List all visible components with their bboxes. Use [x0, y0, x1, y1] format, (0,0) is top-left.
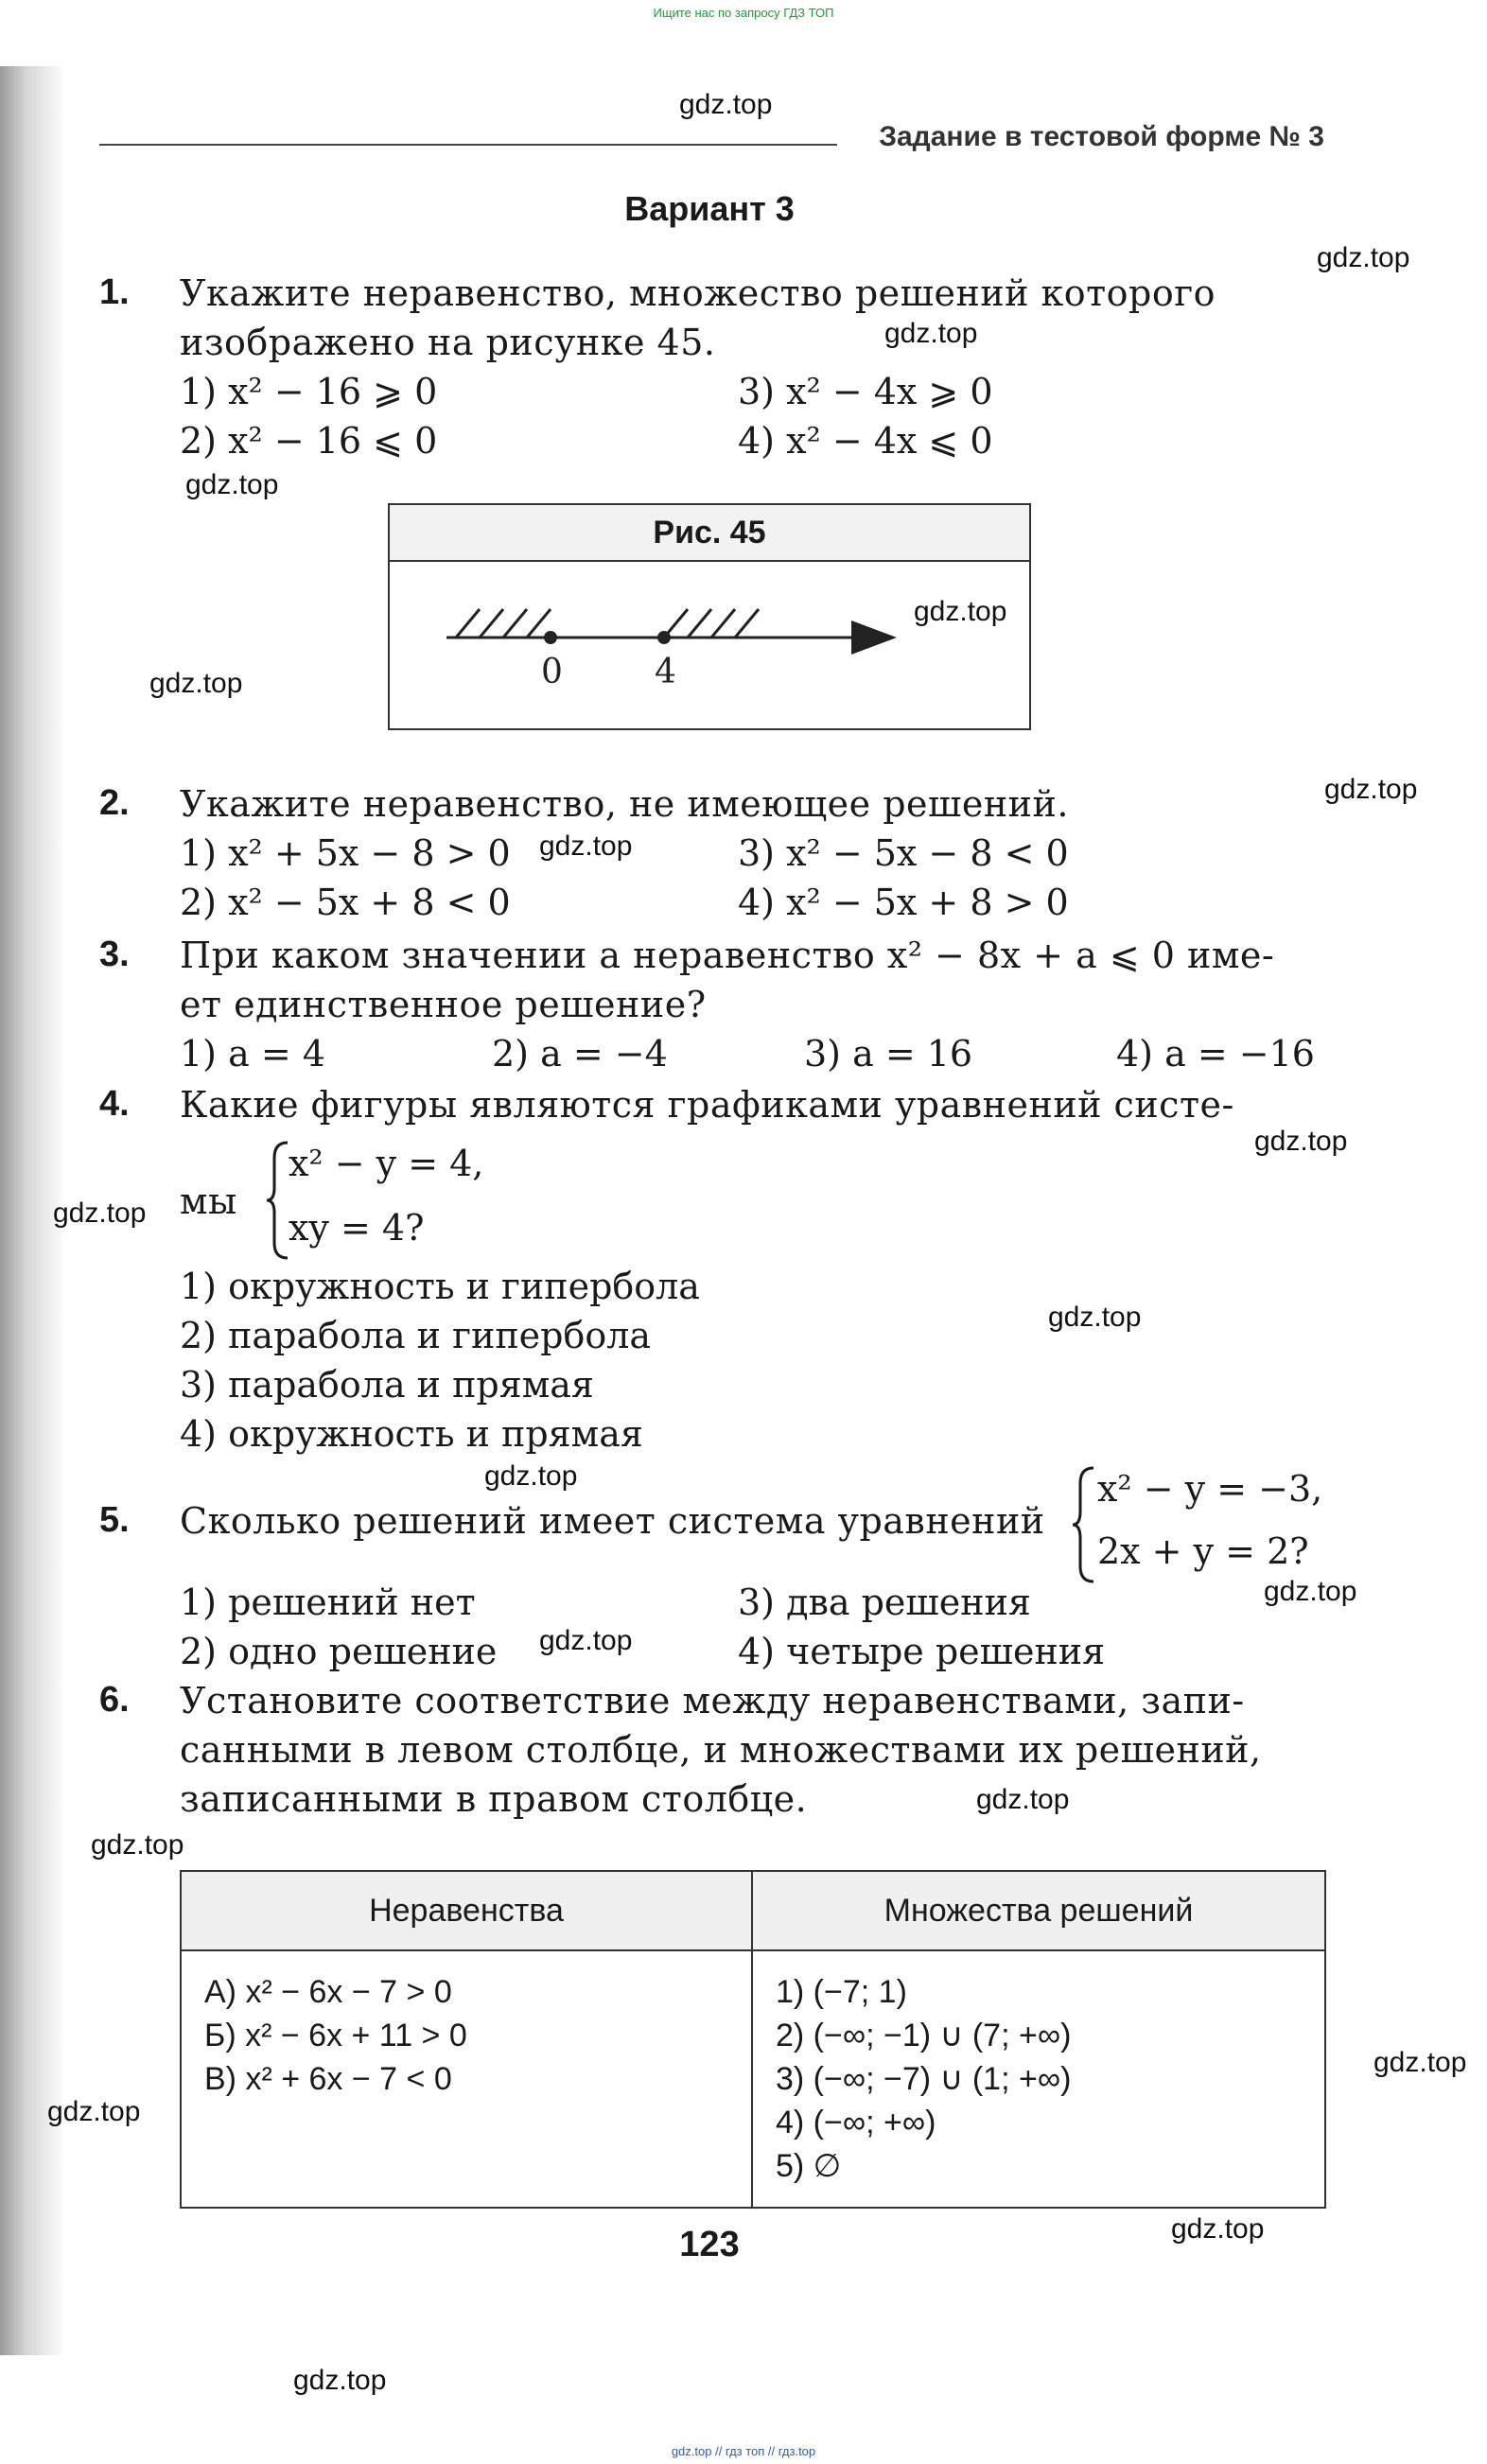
watermark: gdz.top	[1373, 2047, 1467, 2078]
q6-text-line1: Установите соответствие между неравенствами, запи-	[180, 1680, 1245, 1721]
q1-text-line2: изображено на рисунке 45.	[180, 322, 716, 363]
q3-text-line1: При каком значении a неравенство x² − 8x + a ⩽ 0 име-	[180, 935, 1275, 976]
watermark: gdz.top	[539, 1625, 633, 1656]
figure-title: Рис. 45	[390, 505, 1029, 562]
q3-option-1: 1) a = 4	[180, 1033, 325, 1075]
q3-option-2: 2) a = −4	[492, 1033, 668, 1075]
q2-option-4: 4) x² − 5x + 8 > 0	[738, 882, 1069, 923]
q6-text-line2: санными в левом столбце, и множествами их решений,	[180, 1729, 1262, 1771]
q5-text: Сколько решений имеет система уравнений	[180, 1500, 1045, 1542]
q1-option-3: 3) x² − 4x ⩾ 0	[738, 371, 993, 412]
q4-text-prefix: мы	[180, 1180, 237, 1222]
point-0	[544, 631, 557, 644]
hatch-left	[456, 609, 551, 638]
q5-system-eq2: 2x + y = 2?	[1097, 1530, 1309, 1572]
q1-option-4: 4) x² − 4x ⩽ 0	[738, 420, 993, 462]
q4-option-4: 4) окружность и прямая	[180, 1413, 643, 1455]
watermark: gdz.top	[914, 596, 1007, 627]
q5-system-eq1: x² − y = −3,	[1097, 1468, 1323, 1510]
watermark: gdz.top	[149, 668, 243, 699]
q1-option-1: 1) x² − 16 ⩾ 0	[180, 371, 438, 412]
q4-option-3: 3) парабола и прямая	[180, 1364, 594, 1406]
top-banner: Ищите нас по запросу ГДЗ ТОП	[653, 6, 834, 20]
solution-set-4: 4) (−∞; +∞)	[776, 2105, 936, 2141]
watermark: gdz.top	[53, 1197, 147, 1229]
watermark: gdz.top	[976, 1784, 1070, 1815]
number-line	[390, 560, 1029, 728]
q4-system-eq2: xy = 4?	[289, 1207, 425, 1249]
solution-set-2: 2) (−∞; −1) ∪ (7; +∞)	[776, 2018, 1072, 2053]
q5-system-brace	[1071, 1464, 1097, 1585]
q4-option-2: 2) парабола и гипербола	[180, 1315, 652, 1356]
table-header-right: Множества решений	[752, 1871, 1325, 1950]
q4-text-line1: Какие фигуры являются графиками уравнений систе-	[180, 1084, 1234, 1126]
q3-text-line2: ет единственное решение?	[180, 984, 707, 1025]
watermark: gdz.top	[47, 2096, 141, 2127]
watermark: gdz.top	[884, 318, 978, 349]
watermark: gdz.top	[1048, 1302, 1142, 1333]
watermark: gdz.top	[1171, 2213, 1265, 2245]
point-4	[657, 631, 671, 644]
variant-title: Вариант 3	[624, 189, 795, 228]
bottom-banner: gdz.top // гдз топ // гдз.top	[671, 2444, 816, 2458]
q5-option-1: 1) решений нет	[180, 1582, 476, 1623]
solution-set-3: 3) (−∞; −7) ∪ (1; +∞)	[776, 2061, 1072, 2097]
q1-number: 1.	[99, 272, 130, 312]
q2-option-3: 3) x² − 5x − 8 < 0	[738, 832, 1069, 874]
hatch-right	[664, 609, 759, 638]
watermark: gdz.top	[91, 1829, 184, 1861]
q4-number: 4.	[99, 1084, 130, 1124]
watermark: gdz.top	[679, 89, 773, 120]
watermark: gdz.top	[1324, 774, 1418, 805]
inequality-b: Б) x² − 6x + 11 > 0	[204, 2018, 467, 2053]
header-rule	[99, 144, 837, 146]
tick-label-0: 0	[541, 653, 563, 691]
q3-option-3: 3) a = 16	[804, 1033, 973, 1075]
q4-option-1: 1) окружность и гипербола	[180, 1266, 700, 1307]
q4-system-eq1: x² − y = 4,	[289, 1143, 484, 1184]
q6-text-line3: записанными в правом столбце.	[180, 1778, 808, 1820]
q6-number: 6.	[99, 1680, 130, 1720]
q5-option-4: 4) четыре решения	[738, 1631, 1106, 1672]
q2-option-1: 1) x² + 5x − 8 > 0	[180, 832, 511, 874]
q3-option-4: 4) a = −16	[1116, 1033, 1315, 1075]
q2-text: Укажите неравенство, не имеющее решений.	[180, 783, 1069, 825]
table-header-left: Неравенства	[181, 1871, 752, 1950]
watermark: gdz.top	[484, 1460, 578, 1492]
q5-option-3: 3) два решения	[738, 1582, 1031, 1623]
table-left-cell	[181, 1950, 752, 2208]
solution-set-1: 1) (−7; 1)	[776, 1974, 907, 2010]
q4-system-brace	[265, 1139, 291, 1262]
q2-number: 2.	[99, 783, 130, 823]
inequality-a: А) x² − 6x − 7 > 0	[204, 1974, 452, 2010]
q2-option-2: 2) x² − 5x + 8 < 0	[180, 882, 511, 923]
watermark: gdz.top	[185, 469, 279, 500]
watermark: gdz.top	[1317, 242, 1410, 273]
q5-number: 5.	[99, 1500, 130, 1540]
watermark: gdz.top	[539, 830, 633, 862]
matching-table	[180, 1870, 1326, 2209]
watermark: gdz.top	[293, 2365, 387, 2396]
header-title: Задание в тестовой форме № 3	[879, 121, 1324, 152]
q3-number: 3.	[99, 935, 130, 974]
tick-label-4: 4	[655, 653, 676, 691]
watermark: gdz.top	[1254, 1126, 1348, 1157]
q1-text-line1: Укажите неравенство, множество решений которого	[180, 272, 1216, 314]
inequality-v: В) x² + 6x − 7 < 0	[204, 2061, 452, 2097]
q1-option-2: 2) x² − 16 ⩽ 0	[180, 420, 438, 462]
table-right-cell	[752, 1950, 1325, 2208]
solution-set-5: 5) ∅	[776, 2148, 842, 2184]
q5-option-2: 2) одно решение	[180, 1631, 498, 1672]
page-number: 123	[679, 2225, 740, 2264]
watermark: gdz.top	[1264, 1576, 1357, 1607]
